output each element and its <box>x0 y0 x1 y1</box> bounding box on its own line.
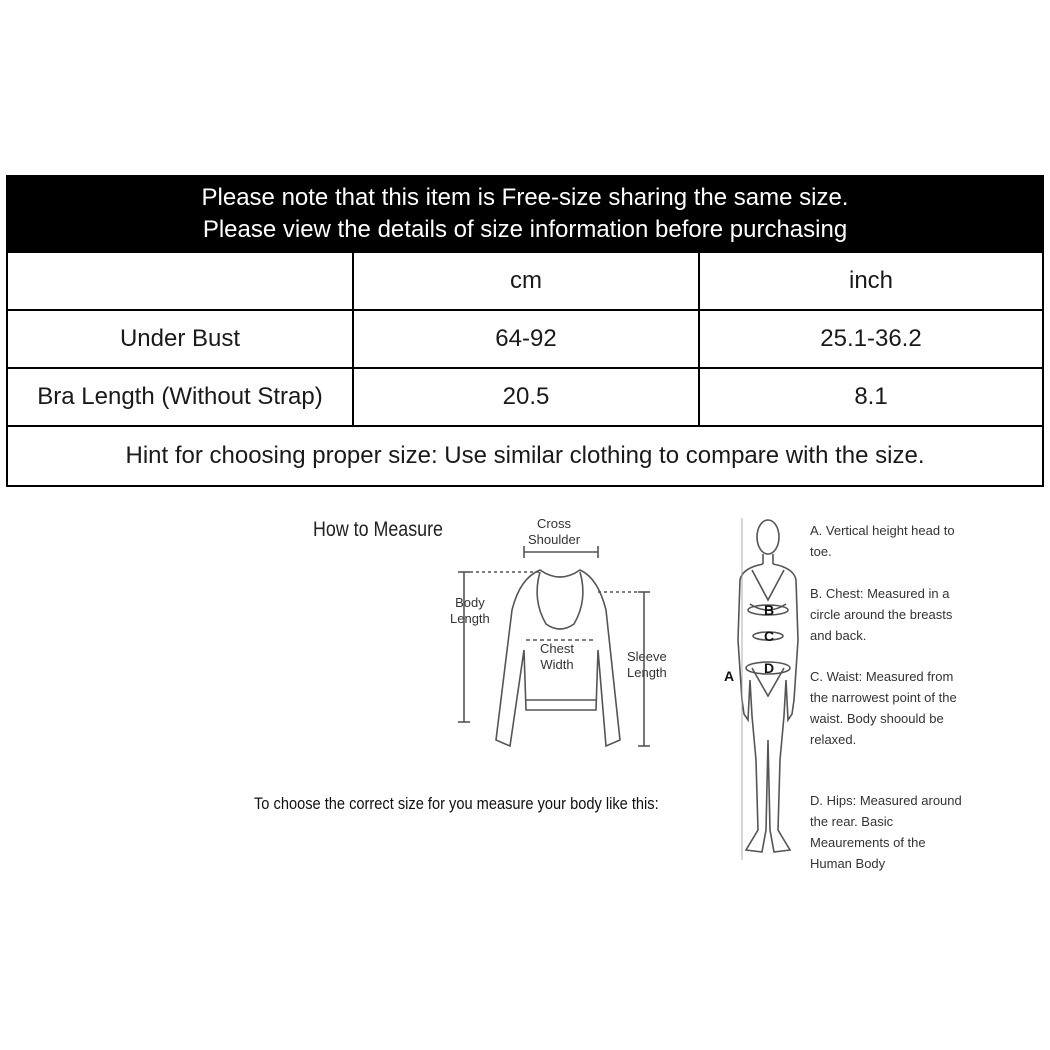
row-cm-value: 64-92 <box>354 311 700 367</box>
how-to-measure-title: How to Measure <box>313 518 443 541</box>
note-c: C. Waist: Measured from the narrowest point of the waist. Body shoould be relaxed. <box>810 669 957 747</box>
column-header-empty <box>8 253 354 309</box>
chest-width-label: Chest Width <box>540 641 574 672</box>
letter-a: A <box>724 668 735 684</box>
column-header-cm: cm <box>354 253 700 309</box>
cross-shoulder-label: Cross Shoulder <box>528 516 581 547</box>
table-row <box>8 309 1042 367</box>
row-inch-value: 8.1 <box>854 383 888 410</box>
row-inch-value: 25.1-36.2 <box>820 325 922 352</box>
header-note-line1: Please note that this item is Free-size sharing the same size. <box>201 184 849 211</box>
row-cm-value: 20.5 <box>354 369 700 425</box>
table-row <box>8 367 1042 425</box>
letter-b: B <box>764 602 775 618</box>
choose-size-instruction: To choose the correct size for you measure your body like this: <box>254 794 659 813</box>
note-d: D. Hips: Measured around the rear. Basic Meaurements of the Human Body <box>810 793 962 871</box>
row-label: Bra Length (Without Strap) <box>8 369 354 425</box>
note-a: A. Vertical height head to toe. <box>810 523 955 559</box>
note-b: B. Chest: Measured in a circle around the breasts and back. <box>810 586 953 643</box>
size-table <box>6 175 1044 487</box>
letter-c: C <box>764 628 775 644</box>
column-header-inch: inch <box>848 267 894 294</box>
header-note-line2: Please view the details of size information before purchasing <box>202 216 848 243</box>
hint-row <box>8 425 1042 485</box>
sleeve-length-label: Sleeve Length <box>627 649 667 680</box>
table-header <box>8 177 1042 251</box>
size-hint: Hint for choosing proper size: Use similar clothing to compare with the size. <box>125 442 925 469</box>
body-length-label: Body Length <box>450 595 490 626</box>
letter-d: D <box>764 660 775 676</box>
measure-diagram <box>0 500 1050 900</box>
column-header-row <box>8 251 1042 309</box>
row-label: Under Bust <box>8 311 354 367</box>
